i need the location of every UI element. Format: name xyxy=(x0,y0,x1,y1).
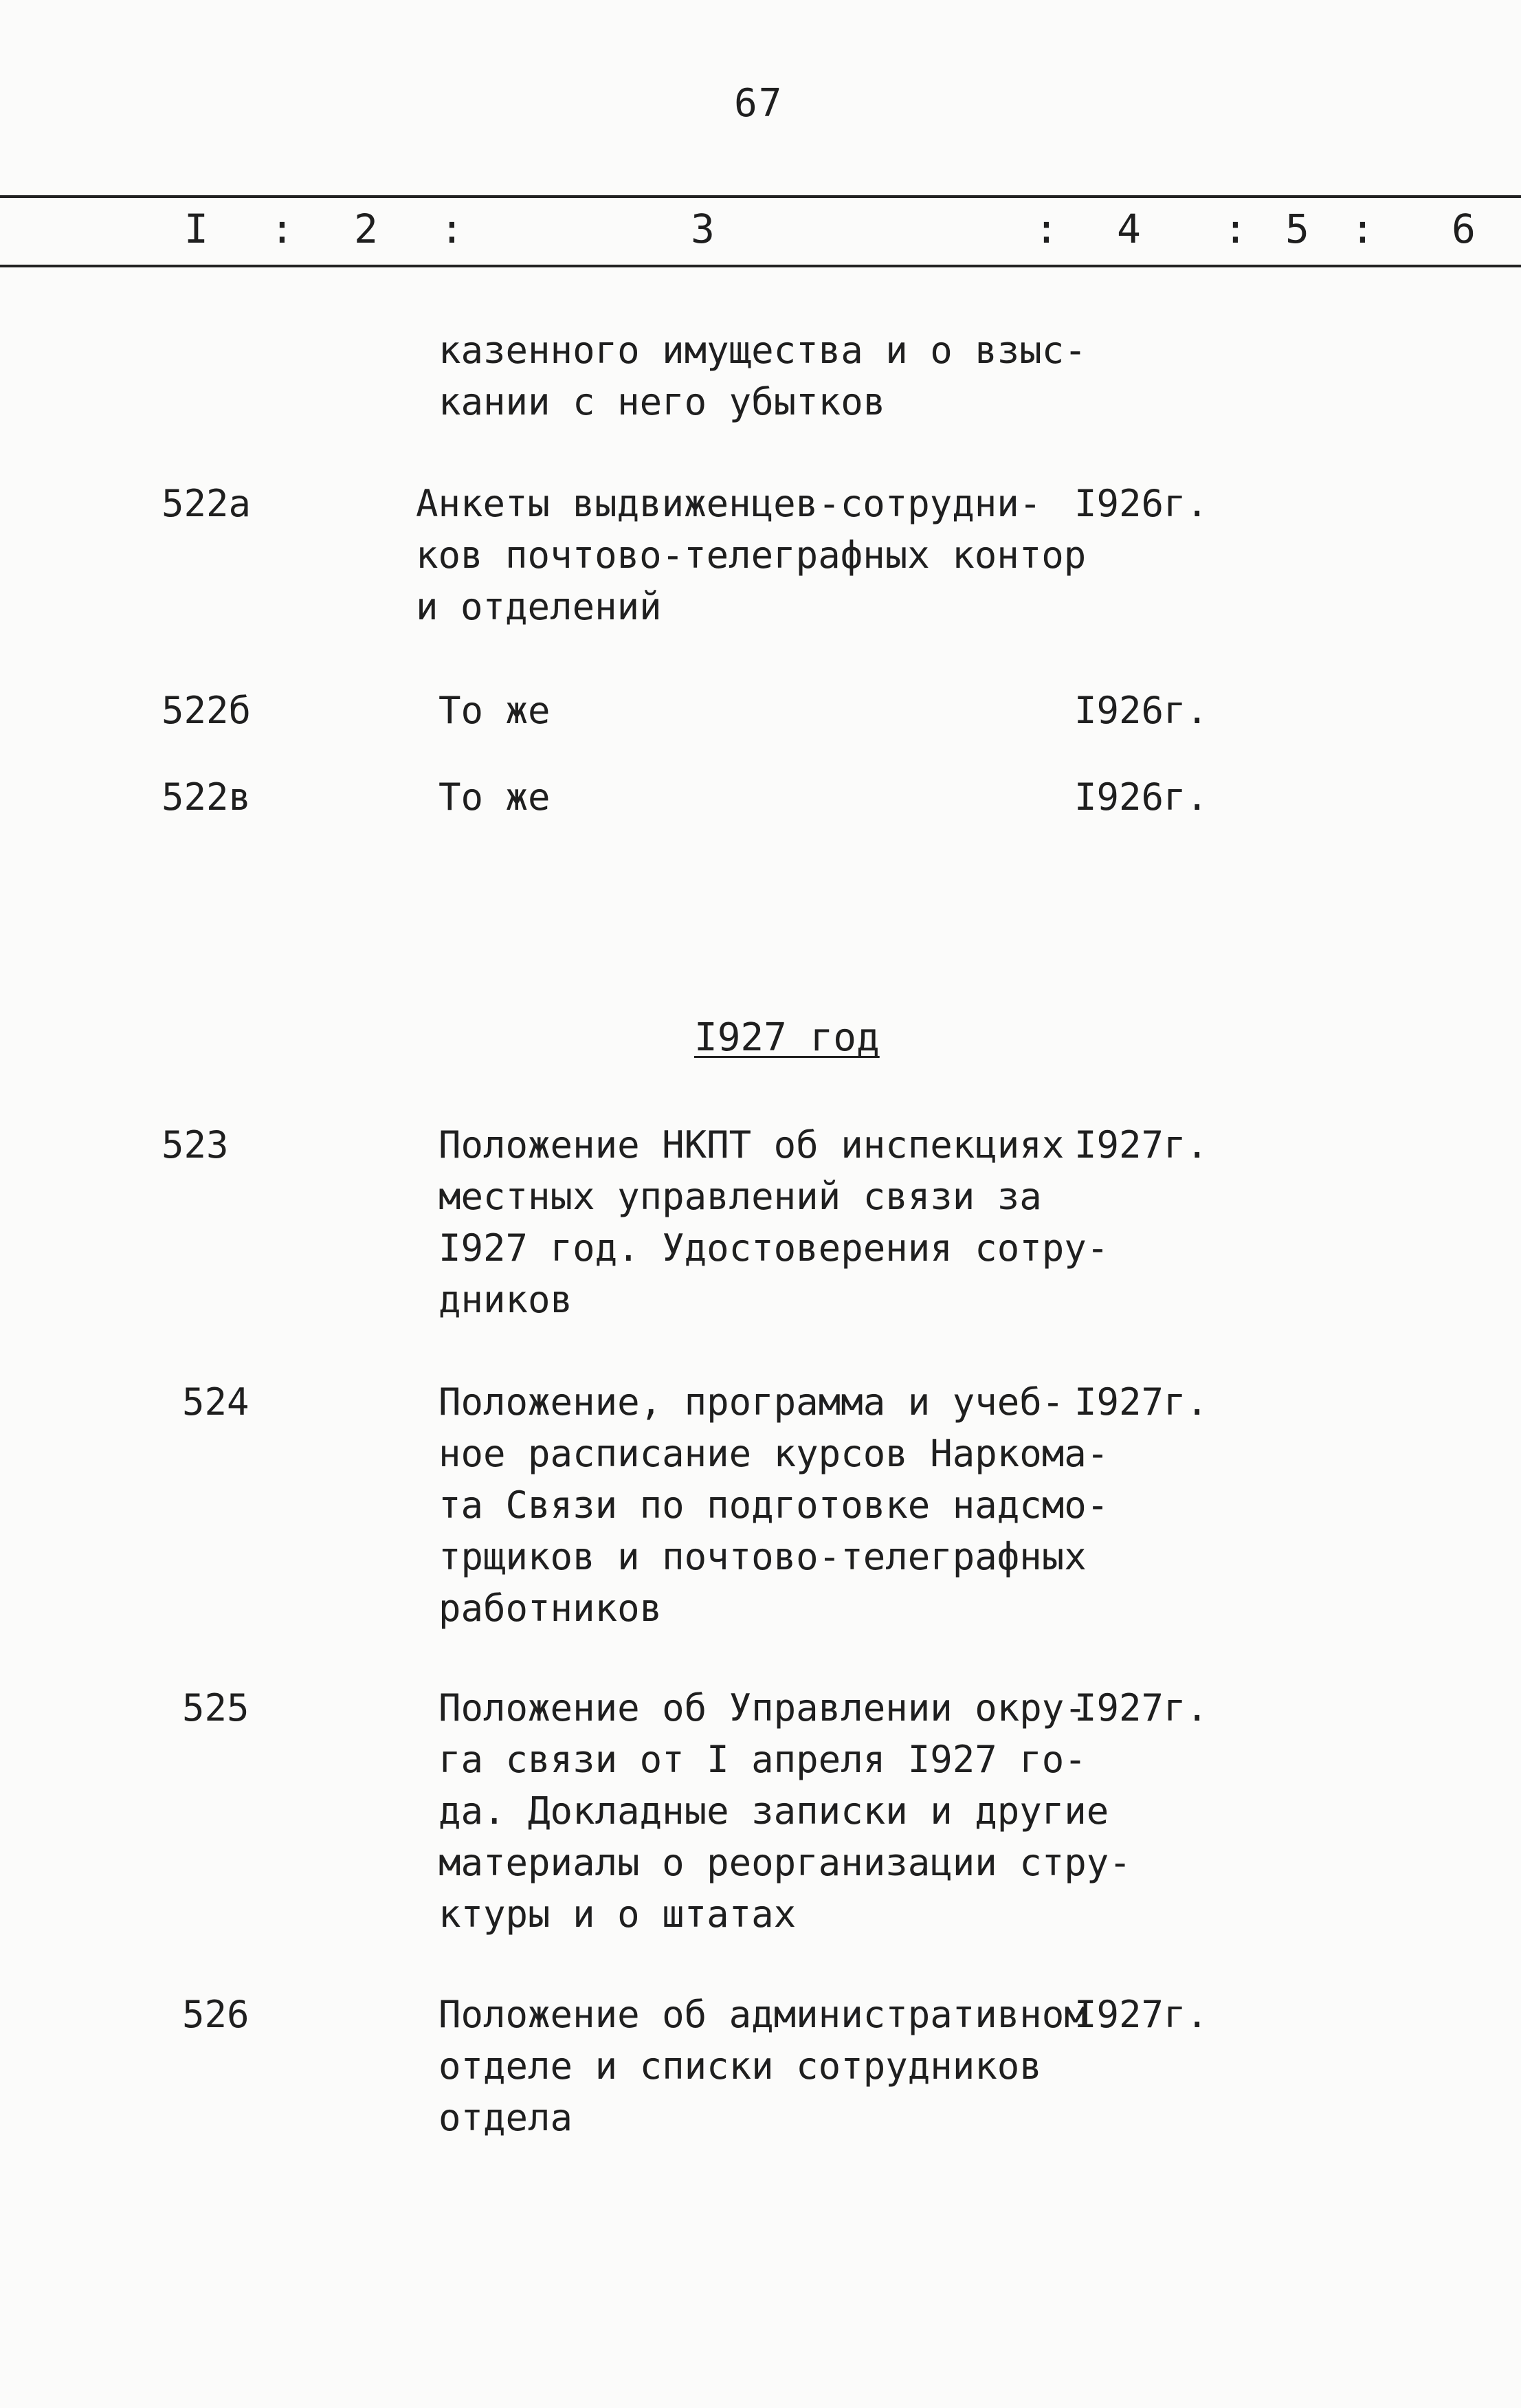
text-line: кании с него убытков xyxy=(438,380,886,423)
text-line: ктуры и о штатах xyxy=(438,1892,797,1936)
text-line: отдела xyxy=(438,2096,573,2139)
text-line: материалы о реорганизации стру- xyxy=(438,1841,1131,1884)
item-number: 524 xyxy=(182,1380,249,1424)
item-year: I926г. xyxy=(1074,689,1209,732)
section-heading: I927 год xyxy=(694,1015,880,1060)
text-line: Положение НКПТ об инспекциях xyxy=(438,1123,1065,1167)
column-header-5: 5 xyxy=(1285,206,1309,252)
text-line: та Связи по подготовке надсмо- xyxy=(438,1483,1109,1527)
item-number: 522в xyxy=(162,775,252,819)
item-year: I927г. xyxy=(1074,1686,1209,1730)
page-number: 67 xyxy=(734,81,784,126)
text-line: работников xyxy=(438,1587,663,1630)
column-header-4: 4 xyxy=(1117,206,1141,252)
text-line: То же xyxy=(438,689,551,732)
item-year: I926г. xyxy=(1074,482,1209,525)
column-header-6: 6 xyxy=(1452,206,1476,252)
text-line: Анкеты выдвиженцев-сотрудни- xyxy=(416,482,1042,525)
item-year: I927г. xyxy=(1074,1380,1209,1424)
item-year: I926г. xyxy=(1074,775,1209,819)
column-separator: : xyxy=(1034,206,1058,252)
header-rule-top xyxy=(0,195,1521,198)
column-header-1: I xyxy=(184,206,208,252)
text-line: отделе и списки сотрудников xyxy=(438,2044,1042,2088)
text-line: I927 год. Удостоверения сотру- xyxy=(438,1226,1109,1270)
text-line: Положение об административном xyxy=(438,1993,1087,2036)
item-number: 523 xyxy=(162,1123,229,1167)
text-line: да. Докладные записки и другие xyxy=(438,1789,1109,1833)
text-line: ное расписание курсов Наркома- xyxy=(438,1432,1109,1475)
column-header-3: 3 xyxy=(691,206,715,252)
text-line: То же xyxy=(438,775,551,819)
text-line: и отделений xyxy=(416,585,662,628)
column-separator: : xyxy=(1223,206,1247,252)
column-header-2: 2 xyxy=(354,206,378,252)
text-line: Положение об Управлении окру- xyxy=(438,1686,1087,1730)
item-number: 525 xyxy=(182,1686,249,1730)
text-line: га связи от I апреля I927 го- xyxy=(438,1738,1087,1781)
column-separator: : xyxy=(270,206,294,252)
item-number: 522б xyxy=(162,689,252,732)
header-rule-bottom xyxy=(0,265,1521,267)
column-separator: : xyxy=(1351,206,1375,252)
text-line: казенного имущества и о взыс- xyxy=(438,329,1087,372)
item-year: I927г. xyxy=(1074,1993,1209,2036)
item-year: I927г. xyxy=(1074,1123,1209,1167)
item-number: 522а xyxy=(162,482,252,525)
column-separator: : xyxy=(440,206,464,252)
text-line: Положение, программа и учеб- xyxy=(438,1380,1065,1424)
text-line: дников xyxy=(438,1278,573,1321)
text-line: трщиков и почтово-телеграфных xyxy=(438,1535,1087,1578)
text-line: местных управлений связи за xyxy=(438,1175,1042,1218)
item-number: 526 xyxy=(182,1993,249,2036)
text-line: ков почтово-телеграфных контор xyxy=(416,533,1087,577)
